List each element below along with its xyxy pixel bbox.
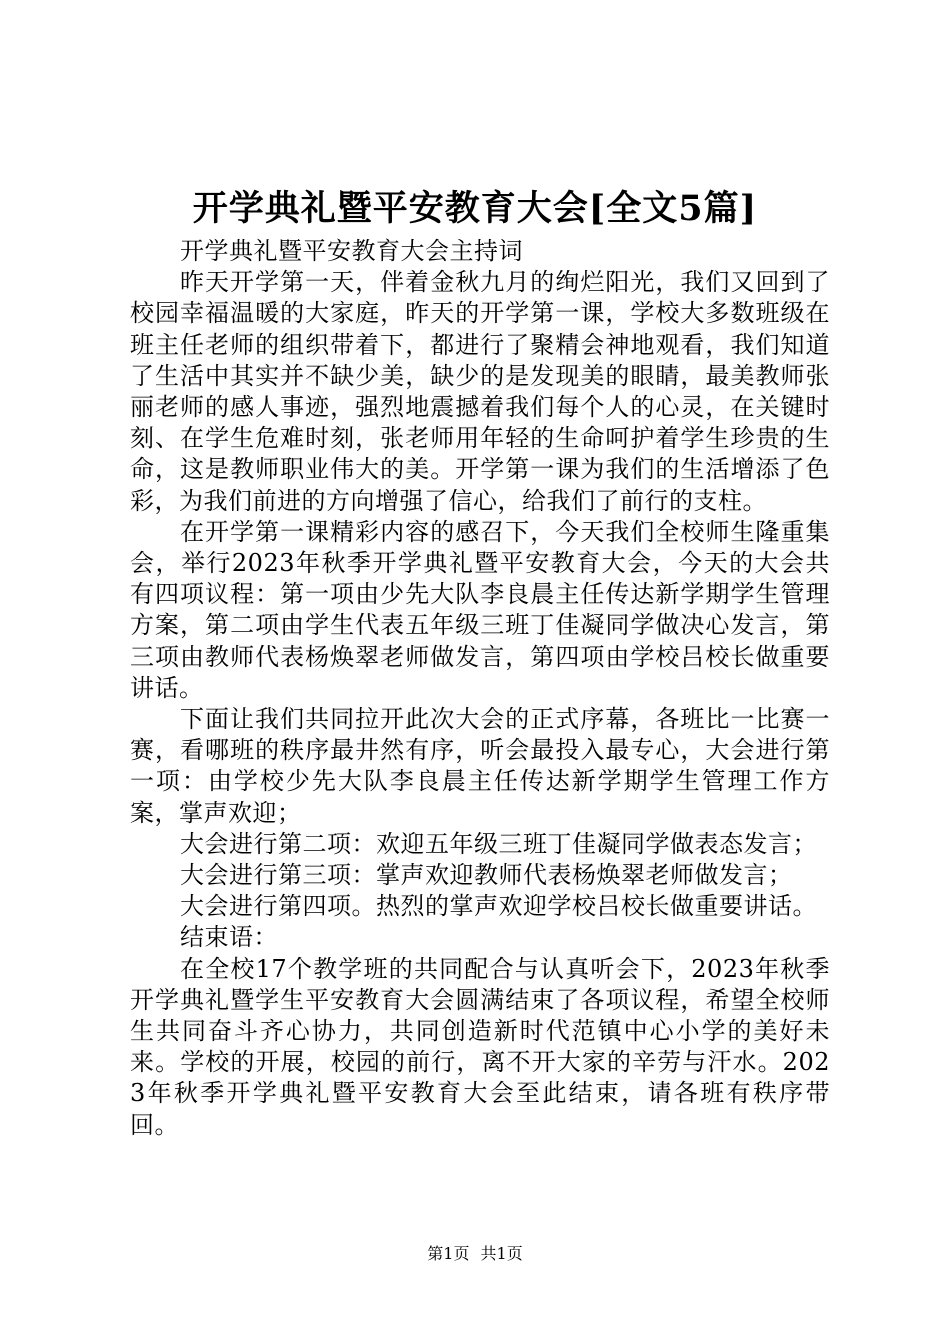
- page-number: 第1页: [427, 1244, 470, 1263]
- paragraph-subtitle: 开学典礼暨平安教育大会主持词: [180, 237, 523, 265]
- paragraph: 在开学第一课精彩内容的感召下，今天我们全校师生隆重集会，举行2023年秋季开学典礼暨平安教育大会，今天的大会共有四项议程：第一项由少先大队李良晨主任传达新学期学生管理方案，第二项由学生代表五年级三班丁佳凝同学做决心发言，第三项由教师代表杨焕翠老师做发言，第四项由学校吕校长做重要讲话。: [130, 517, 830, 702]
- paragraph: 下面让我们共同拉开此次大会的正式序幕，各班比一比赛一赛，看哪班的秩序最井然有序，听会最投入最专心，大会进行第一项：由学校少先大队李良晨主任传达新学期学生管理工作方案，掌声欢迎；: [130, 705, 830, 827]
- paragraph: 大会进行第四项。热烈的掌声欢迎学校吕校长做重要讲话。: [180, 892, 817, 921]
- paragraph-closing-heading: 结束语：: [180, 923, 278, 952]
- page-total: 共1页: [480, 1244, 523, 1263]
- paragraph: 在全校17个教学班的共同配合与认真听会下，2023年秋季开学典礼暨学生平安教育大会圆满结束了各项议程，希望全校师生共同奋斗齐心协力，共同创造新时代范镇中心小学的美好未来。学校的开展，校园的前行，离不开大家的辛劳与汗水。2023年秋季开学典礼暨平安教育大会至此结束，请各班有秩序带回。: [130, 954, 830, 1139]
- document-body: [130, 236, 830, 1141]
- paragraph: 昨天开学第一天，伴着金秋九月的绚烂阳光，我们又回到了校园幸福温暖的大家庭，昨天的开学第一课，学校大多数班级在班主任老师的组织带着下，都进行了聚精会神地观看，我们知道了生活中其实并不缺少美，缺少的是发现美的眼睛，最美教师张丽老师的感人事迹，强烈地震撼着我们每个人的心灵，在关键时刻、在学生危难时刻，张老师用年轻的生命呵护着学生珍贵的生命，这是教师职业伟大的美。开学第一课为我们的生活增添了色彩，为我们前进的方向增强了信心，给我们了前行的支柱。: [130, 268, 830, 515]
- paragraph: 大会进行第三项：掌声欢迎教师代表杨焕翠老师做发言；: [180, 861, 793, 890]
- page-footer: [0, 1244, 950, 1264]
- page-title: 开学典礼暨平安教育大会[全文5篇]: [192, 188, 758, 229]
- paragraph: 大会进行第二项：欢迎五年级三班丁佳凝同学做表态发言；: [180, 829, 817, 858]
